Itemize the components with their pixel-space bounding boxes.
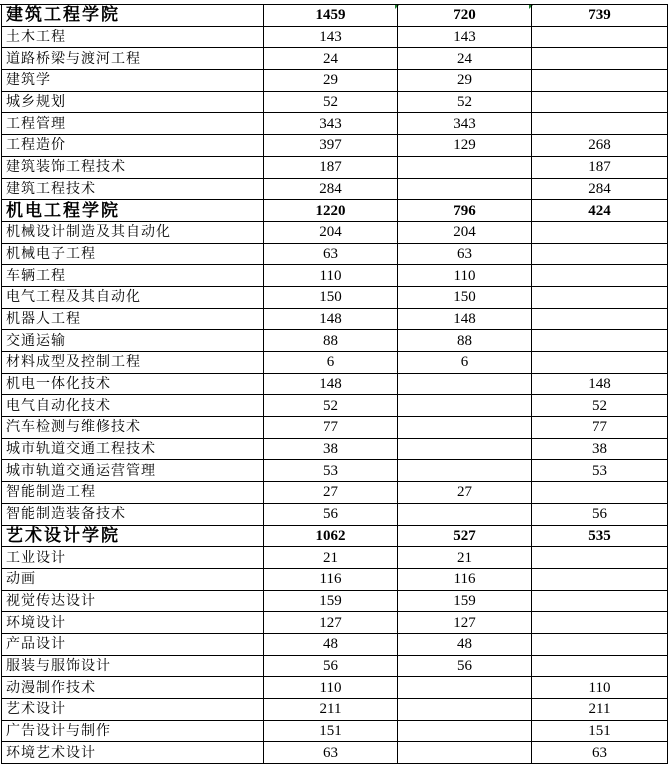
- undergrad-cell[interactable]: 150: [398, 286, 532, 308]
- name-cell[interactable]: 建筑装饰工程技术: [2, 156, 264, 178]
- undergrad-cell[interactable]: 21: [398, 547, 532, 569]
- undergrad-cell[interactable]: 56: [398, 655, 532, 677]
- vocational-cell[interactable]: [532, 633, 668, 655]
- undergrad-cell[interactable]: [398, 503, 532, 525]
- undergrad-cell[interactable]: 527: [398, 525, 532, 547]
- vocational-cell[interactable]: [532, 352, 668, 374]
- name-cell[interactable]: 机械设计制造及其自动化: [2, 221, 264, 243]
- vocational-cell[interactable]: [532, 265, 668, 287]
- total-cell[interactable]: 38: [264, 438, 398, 460]
- name-cell[interactable]: 工程造价: [2, 135, 264, 157]
- undergrad-cell[interactable]: 48: [398, 633, 532, 655]
- total-cell[interactable]: 284: [264, 178, 398, 200]
- table-row: [2, 720, 668, 742]
- undergrad-cell[interactable]: 110: [398, 265, 532, 287]
- total-cell[interactable]: 24: [264, 48, 398, 70]
- name-cell[interactable]: 动漫制作技术: [2, 677, 264, 699]
- undergrad-cell[interactable]: 343: [398, 113, 532, 135]
- vocational-cell[interactable]: 284: [532, 178, 668, 200]
- vocational-cell[interactable]: 424: [532, 200, 668, 222]
- undergrad-cell[interactable]: [398, 460, 532, 482]
- total-cell[interactable]: 159: [264, 590, 398, 612]
- undergrad-cell[interactable]: 127: [398, 612, 532, 634]
- vocational-cell[interactable]: [532, 308, 668, 330]
- total-cell[interactable]: 29: [264, 70, 398, 92]
- table-row: [2, 70, 668, 92]
- undergrad-cell[interactable]: 63: [398, 243, 532, 265]
- table-row: [2, 633, 668, 655]
- name-cell[interactable]: 土木工程: [2, 26, 264, 48]
- name-cell[interactable]: 电气自动化技术: [2, 395, 264, 417]
- total-cell[interactable]: 52: [264, 91, 398, 113]
- undergrad-cell[interactable]: 204: [398, 221, 532, 243]
- table-row: [2, 482, 668, 504]
- table-row: [2, 48, 668, 70]
- table-row: [2, 699, 668, 721]
- table-row: [2, 286, 668, 308]
- name-cell[interactable]: 机电工程学院: [2, 200, 264, 222]
- total-cell[interactable]: 88: [264, 330, 398, 352]
- total-cell[interactable]: 63: [264, 243, 398, 265]
- total-cell[interactable]: 397: [264, 135, 398, 157]
- total-cell[interactable]: 151: [264, 720, 398, 742]
- undergrad-cell[interactable]: 148: [398, 308, 532, 330]
- undergrad-cell[interactable]: 159: [398, 590, 532, 612]
- undergrad-cell[interactable]: [398, 417, 532, 439]
- name-cell[interactable]: 城市轨道交通工程技术: [2, 438, 264, 460]
- vocational-cell[interactable]: [532, 91, 668, 113]
- undergrad-cell[interactable]: 27: [398, 482, 532, 504]
- table-row: [2, 568, 668, 590]
- name-cell[interactable]: 城乡规划: [2, 91, 264, 113]
- total-cell[interactable]: 53: [264, 460, 398, 482]
- name-cell[interactable]: 电气工程及其自动化: [2, 286, 264, 308]
- total-cell[interactable]: 343: [264, 113, 398, 135]
- undergrad-cell[interactable]: [398, 178, 532, 200]
- vocational-cell[interactable]: 268: [532, 135, 668, 157]
- total-cell[interactable]: 6: [264, 352, 398, 374]
- undergrad-cell[interactable]: 29: [398, 70, 532, 92]
- name-cell[interactable]: 建筑工程学院: [2, 5, 264, 27]
- table-row: [2, 677, 668, 699]
- name-cell[interactable]: 建筑学: [2, 70, 264, 92]
- undergrad-cell[interactable]: 6: [398, 352, 532, 374]
- name-cell[interactable]: 广告设计与制作: [2, 720, 264, 742]
- vocational-cell[interactable]: 38: [532, 438, 668, 460]
- undergrad-cell[interactable]: 129: [398, 135, 532, 157]
- undergrad-cell[interactable]: 720: [398, 5, 532, 27]
- total-cell[interactable]: 148: [264, 308, 398, 330]
- vocational-cell[interactable]: [532, 243, 668, 265]
- table-row: [2, 352, 668, 374]
- vocational-cell[interactable]: 52: [532, 395, 668, 417]
- total-cell[interactable]: 1062: [264, 525, 398, 547]
- total-cell[interactable]: 211: [264, 699, 398, 721]
- name-cell[interactable]: 服装与服饰设计: [2, 655, 264, 677]
- undergrad-cell[interactable]: 88: [398, 330, 532, 352]
- vocational-cell[interactable]: [532, 568, 668, 590]
- vocational-cell[interactable]: 187: [532, 156, 668, 178]
- table-row: [2, 460, 668, 482]
- enrollment-table: [1, 4, 668, 764]
- total-cell[interactable]: 63: [264, 742, 398, 764]
- total-cell[interactable]: 148: [264, 373, 398, 395]
- name-cell[interactable]: 机电一体化技术: [2, 373, 264, 395]
- table-row: [2, 265, 668, 287]
- undergrad-cell[interactable]: [398, 699, 532, 721]
- name-cell[interactable]: 机械电子工程: [2, 243, 264, 265]
- name-cell[interactable]: 工业设计: [2, 547, 264, 569]
- undergrad-cell[interactable]: 796: [398, 200, 532, 222]
- name-cell[interactable]: 工程管理: [2, 113, 264, 135]
- undergrad-cell[interactable]: [398, 373, 532, 395]
- vocational-cell[interactable]: [532, 286, 668, 308]
- total-cell[interactable]: 77: [264, 417, 398, 439]
- vocational-cell[interactable]: [532, 547, 668, 569]
- table-row: [2, 308, 668, 330]
- total-cell[interactable]: 21: [264, 547, 398, 569]
- name-cell[interactable]: 材料成型及控制工程: [2, 352, 264, 374]
- total-cell[interactable]: 127: [264, 612, 398, 634]
- vocational-cell[interactable]: 211: [532, 699, 668, 721]
- total-cell[interactable]: 1459: [264, 5, 398, 27]
- name-cell[interactable]: 产品设计: [2, 633, 264, 655]
- total-cell[interactable]: 143: [264, 26, 398, 48]
- vocational-cell[interactable]: [532, 482, 668, 504]
- table-row: [2, 438, 668, 460]
- vocational-cell[interactable]: 53: [532, 460, 668, 482]
- undergrad-cell[interactable]: 52: [398, 91, 532, 113]
- name-cell[interactable]: 道路桥梁与渡河工程: [2, 48, 264, 70]
- vocational-cell[interactable]: [532, 655, 668, 677]
- total-cell[interactable]: 1220: [264, 200, 398, 222]
- total-cell[interactable]: 110: [264, 265, 398, 287]
- name-cell[interactable]: 建筑工程技术: [2, 178, 264, 200]
- total-cell[interactable]: 116: [264, 568, 398, 590]
- name-cell[interactable]: 环境艺术设计: [2, 742, 264, 764]
- vocational-cell[interactable]: [532, 221, 668, 243]
- vocational-cell[interactable]: [532, 48, 668, 70]
- total-cell[interactable]: 48: [264, 633, 398, 655]
- table-row: [2, 113, 668, 135]
- table-row: [2, 91, 668, 113]
- table-row: [2, 26, 668, 48]
- vocational-cell[interactable]: 535: [532, 525, 668, 547]
- undergrad-cell[interactable]: [398, 720, 532, 742]
- table-row: [2, 373, 668, 395]
- undergrad-cell[interactable]: [398, 395, 532, 417]
- name-cell[interactable]: 智能制造工程: [2, 482, 264, 504]
- undergrad-cell[interactable]: 116: [398, 568, 532, 590]
- table-row: [2, 612, 668, 634]
- college-row: [2, 200, 668, 222]
- name-cell[interactable]: 机器人工程: [2, 308, 264, 330]
- table-row: [2, 221, 668, 243]
- table-row: [2, 417, 668, 439]
- name-cell[interactable]: 艺术设计: [2, 699, 264, 721]
- table-row: [2, 243, 668, 265]
- vocational-cell[interactable]: 148: [532, 373, 668, 395]
- undergrad-cell[interactable]: [398, 438, 532, 460]
- name-cell[interactable]: 城市轨道交通运营管理: [2, 460, 264, 482]
- total-cell[interactable]: 56: [264, 503, 398, 525]
- undergrad-cell[interactable]: [398, 677, 532, 699]
- total-cell[interactable]: 56: [264, 655, 398, 677]
- table-row: [2, 590, 668, 612]
- table-body: [2, 5, 668, 764]
- undergrad-cell[interactable]: 24: [398, 48, 532, 70]
- table-row: [2, 178, 668, 200]
- table-row: [2, 135, 668, 157]
- table-row: [2, 547, 668, 569]
- total-cell[interactable]: 52: [264, 395, 398, 417]
- table-row: [2, 503, 668, 525]
- vocational-cell[interactable]: 63: [532, 742, 668, 764]
- total-cell[interactable]: 110: [264, 677, 398, 699]
- total-cell[interactable]: 27: [264, 482, 398, 504]
- total-cell[interactable]: 204: [264, 221, 398, 243]
- vocational-cell[interactable]: 739: [532, 5, 668, 27]
- undergrad-cell[interactable]: [398, 742, 532, 764]
- vocational-cell[interactable]: [532, 612, 668, 634]
- name-cell[interactable]: 动画: [2, 568, 264, 590]
- vocational-cell[interactable]: 77: [532, 417, 668, 439]
- name-cell[interactable]: 艺术设计学院: [2, 525, 264, 547]
- table-row: [2, 655, 668, 677]
- vocational-cell[interactable]: 151: [532, 720, 668, 742]
- table-row: [2, 395, 668, 417]
- table-row: [2, 330, 668, 352]
- name-cell[interactable]: 智能制造装备技术: [2, 503, 264, 525]
- college-row: [2, 5, 668, 27]
- vocational-cell[interactable]: [532, 26, 668, 48]
- vocational-cell[interactable]: [532, 330, 668, 352]
- vocational-cell[interactable]: 110: [532, 677, 668, 699]
- name-cell[interactable]: 交通运输: [2, 330, 264, 352]
- college-row: [2, 525, 668, 547]
- total-cell[interactable]: 187: [264, 156, 398, 178]
- vocational-cell[interactable]: [532, 70, 668, 92]
- name-cell[interactable]: 环境设计: [2, 612, 264, 634]
- vocational-cell[interactable]: 56: [532, 503, 668, 525]
- vocational-cell[interactable]: [532, 590, 668, 612]
- undergrad-cell[interactable]: 143: [398, 26, 532, 48]
- table-row: [2, 742, 668, 764]
- undergrad-cell[interactable]: [398, 156, 532, 178]
- name-cell[interactable]: 车辆工程: [2, 265, 264, 287]
- vocational-cell[interactable]: [532, 113, 668, 135]
- name-cell[interactable]: 汽车检测与维修技术: [2, 417, 264, 439]
- table-row: [2, 156, 668, 178]
- name-cell[interactable]: 视觉传达设计: [2, 590, 264, 612]
- total-cell[interactable]: 150: [264, 286, 398, 308]
